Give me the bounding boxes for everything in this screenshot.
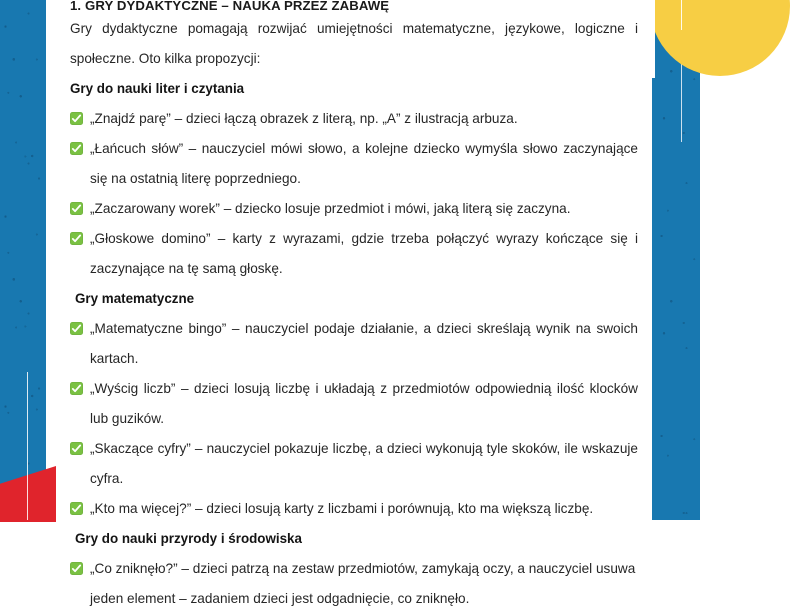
list-item-text: „Wyścig liczb” – dzieci losują liczbę i układają z przedmiotów odpowiednią ilość klocków lub guzików.	[90, 381, 638, 426]
left-band-hairline	[27, 372, 28, 520]
check-icon	[70, 562, 83, 575]
check-icon	[70, 232, 83, 245]
page-gutter-gap	[640, 0, 655, 78]
left-band-texture	[0, 0, 46, 520]
list-item-text: „Skaczące cyfry” – nauczyciel pokazuje liczbę, a dzieci wykonują tyle skoków, ile wskazuje cyfra.	[90, 441, 638, 486]
list-item-text: „Co zniknęło?” – dzieci patrzą na zestaw przedmiotów, zamykają oczy, a nauczyciel usuwa jeden element – zadaniem dzieci jest odgadnięcie, co zniknęło.	[90, 561, 636, 606]
document-body	[70, 0, 638, 606]
page-title: 1. GRY DYDAKTYCZNE – NAUKA PRZEZ ZABAWĘ	[70, 0, 390, 13]
list-item	[70, 434, 638, 494]
section-heading-przyroda: Gry do nauki przyrody i środowiska	[75, 531, 302, 546]
right-band-texture	[652, 0, 700, 520]
check-icon	[70, 382, 83, 395]
list-item	[70, 134, 638, 194]
check-icon	[70, 502, 83, 515]
list-item	[70, 224, 638, 284]
list-item	[70, 314, 638, 374]
list-item-text: „Zaczarowany worek” – dziecko losuje przedmiot i mówi, jaką literą się zaczyna.	[90, 201, 571, 216]
list-item-text: „Kto ma więcej?” – dzieci losują karty z liczbami i porównują, kto ma większą liczbę.	[90, 501, 594, 516]
list-item	[70, 374, 638, 434]
list-item-text: „Głoskowe domino” – karty z wyrazami, gdzie trzeba połączyć wyrazy kończące się i zaczynające na tę samą głoskę.	[90, 231, 638, 276]
list-item	[70, 494, 638, 524]
list-item	[70, 104, 638, 134]
intro-paragraph: Gry dydaktyczne pomagają rozwijać umiejętności matematyczne, językowe, logiczne i społeczne. Oto kilka propozycji:	[70, 21, 638, 66]
check-icon	[70, 322, 83, 335]
list-item-text: „Znajdź parę” – dzieci łączą obrazek z literą, np. „A” z ilustracją arbuza.	[90, 111, 518, 126]
list-item-text: „Matematyczne bingo” – nauczyciel podaje działanie, a dzieci skreślają wynik na swoich kartach.	[90, 321, 638, 366]
check-icon	[70, 442, 83, 455]
section-heading-matematyczne: Gry matematyczne	[75, 291, 195, 306]
left-blue-band	[0, 0, 46, 520]
check-icon	[70, 112, 83, 125]
right-blue-band	[652, 0, 700, 520]
list-item	[70, 554, 638, 614]
arc-hairline	[681, 0, 682, 30]
list-item-text: „Łańcuch słów” – nauczyciel mówi słowo, a kolejne dziecko wymyśla słowo zaczynające się na ostatnią literę poprzedniego.	[90, 141, 638, 186]
check-icon	[70, 142, 83, 155]
list-item	[70, 194, 638, 224]
check-icon	[70, 202, 83, 215]
section-heading-liter-czytania: Gry do nauki liter i czytania	[70, 81, 245, 96]
